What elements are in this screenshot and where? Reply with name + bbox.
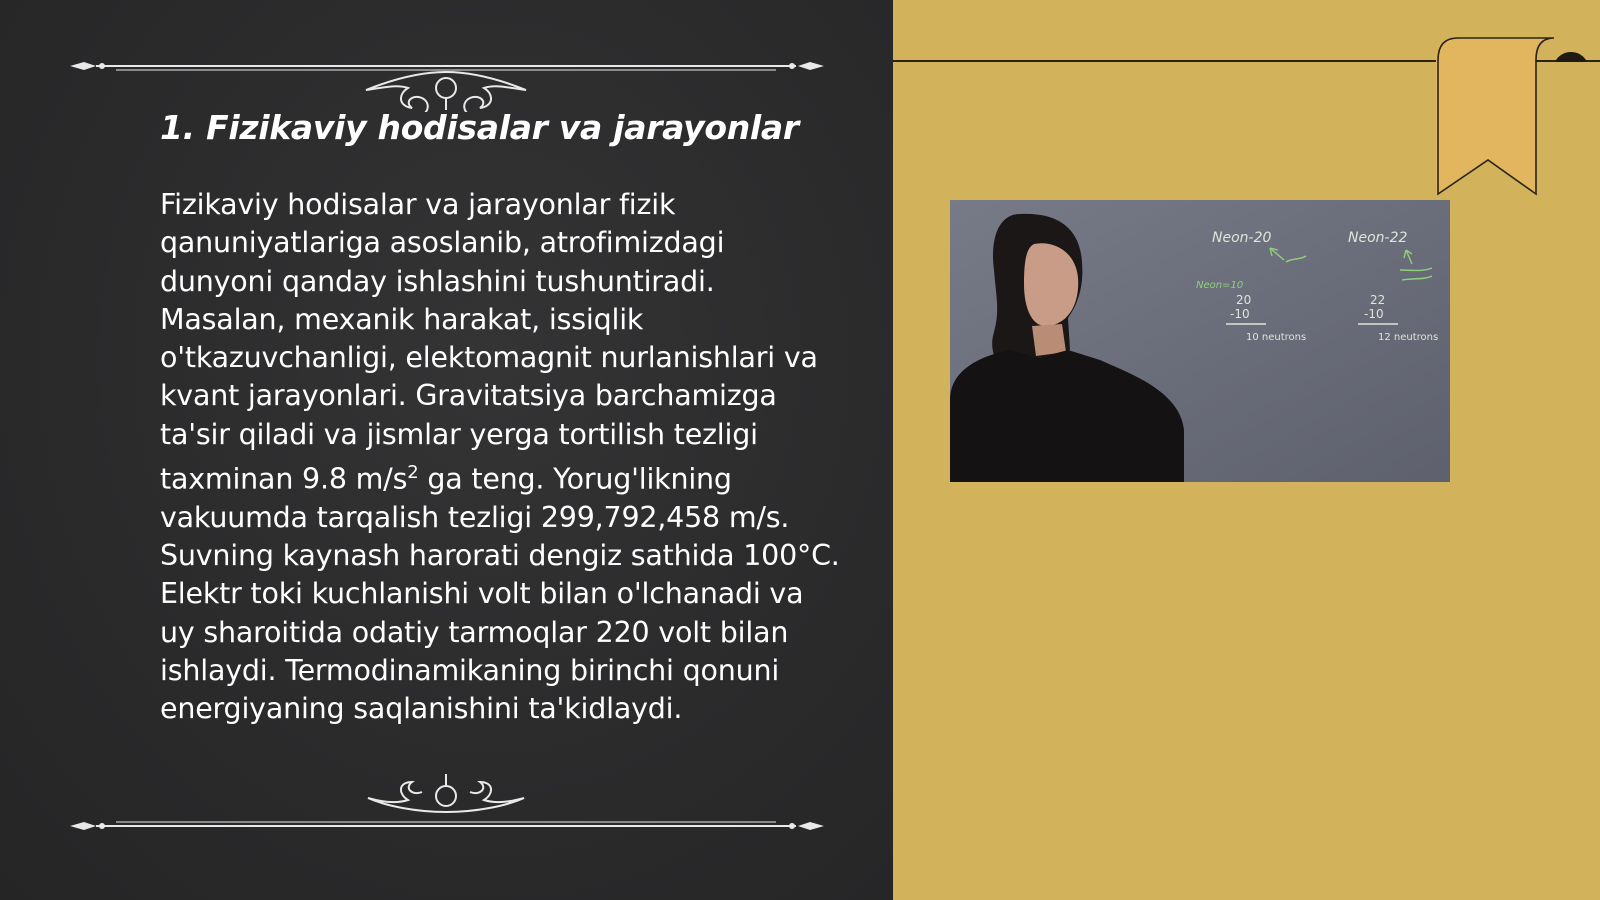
slide-body-text (160, 186, 840, 729)
slide-title: 1. Fizikaviy hodisalar va jarayonlar (160, 108, 799, 147)
body-text-part-1: Fizikaviy hodisalar va jarayonlar fizik qanuniyatlariga asoslanib, atrofimizdagi dunyoni qanday ishlashini tushuntiradi. Masalan, mexanik harakat, issiqlik o'tkazuvchanligi, elektomagnit nurlanishlari va kvant jarayonlari. Gravitatsiya barchamizga ta'sir qiladi va jismlar yerga tortilish tezligi taxminan 9.8 m/s (160, 188, 818, 496)
bottom-flourish-divider (66, 770, 828, 830)
board-text-neon10: Neon=10 (1196, 280, 1244, 291)
board-text-left-c: 10 neutrons (1246, 332, 1307, 343)
board-text-left-a: 20 (1236, 293, 1252, 307)
board-text-right-a: 22 (1370, 293, 1386, 307)
board-text-neon22: Neon-22 (1348, 230, 1408, 246)
board-text-right-b: -10 (1364, 307, 1384, 321)
lecture-video[interactable] (950, 200, 1450, 482)
bookmark-ribbon-icon (1436, 36, 1586, 196)
video-frame (950, 200, 1450, 482)
board-text-neon20: Neon-20 (1212, 230, 1272, 246)
board-text-left-b: -10 (1230, 307, 1250, 321)
body-text-part-2: ga teng. Yorug'likning vakuumda tarqalish tezligi 299,792,458 m/s. Suvning kaynash harorati dengiz sathida 100°C. Elektr toki kuchlanishi volt bilan o'lchanadi va uy sharoitida odatiy tarmoqlar 220 volt bilan ishlaydi. Termodinamikaning birinchi qonuni energiyaning saqlanishini ta'kidlaydi. (160, 462, 840, 726)
top-flourish-divider (66, 52, 828, 112)
superscript: 2 (407, 462, 419, 484)
board-text-right-c: 12 neutrons (1378, 332, 1439, 343)
